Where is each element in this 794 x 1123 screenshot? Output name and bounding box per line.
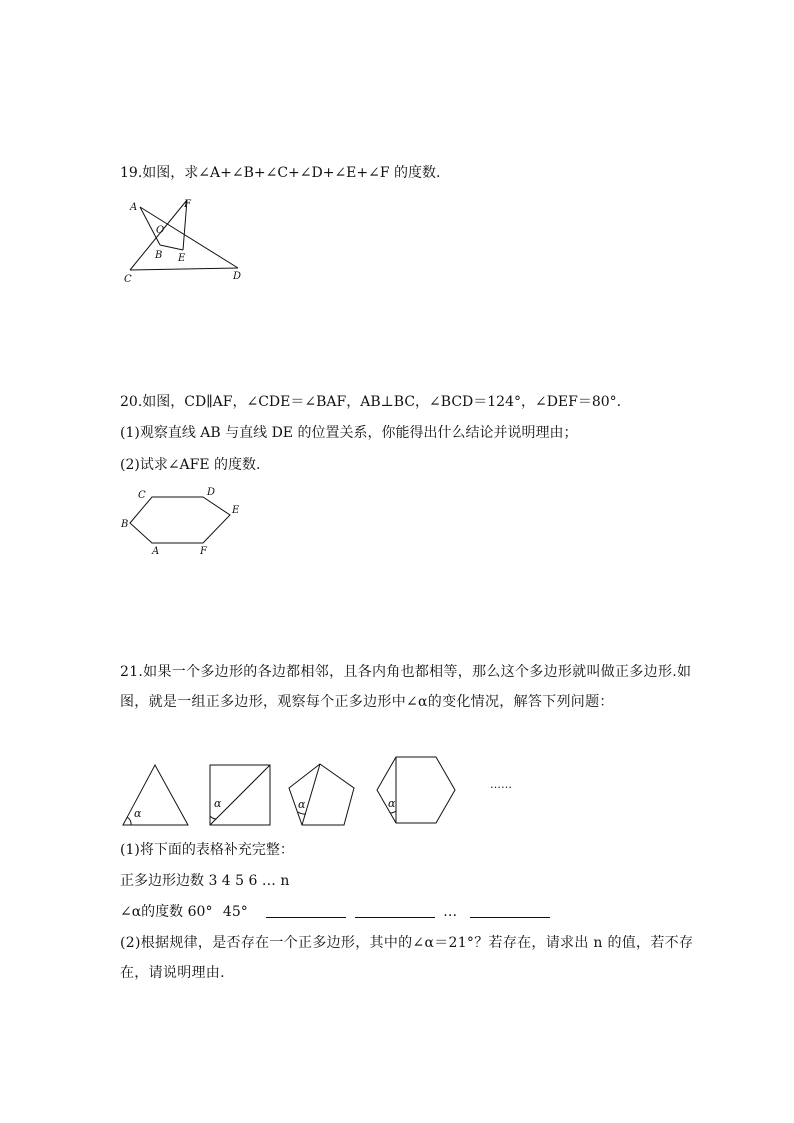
q20-label-c: C [138,490,146,501]
q19-label-d: D [233,271,242,282]
q19-line-cd [130,268,238,270]
q21-pentagon [289,764,354,825]
q19-label-b: B [155,250,163,261]
q20-figure [118,485,248,557]
q19-label-c: C [124,274,132,285]
q19-figure [118,195,253,287]
q21-pentagon-angle-arc [298,812,306,814]
q21-polygons-figure [118,755,528,830]
q20-text: 20.如图，CD∥AF，∠CDE＝∠BAF，AB⊥BC，∠BCD＝124°，∠DEF＝80°. [120,394,622,410]
q20-part2: (2)试求∠AFE 的度数. [120,457,261,473]
q21-part1: (1)将下面的表格补充完整： [120,842,294,858]
q20-label-d: D [207,487,216,498]
q19-label-f: F [184,199,191,210]
q21-row2-ellipsis: … [443,904,458,920]
q21-row2-label: ∠α的度数 60° [120,904,213,920]
q21-hexagon-angle-arc [390,811,396,813]
q20-label-a: A [152,546,160,557]
q20-part1: (1)观察直线 AB 与直线 DE 的位置关系，你能得出什么结论并说明理由； [120,425,578,441]
q21-part2: (2)根据规律，是否存在一个正多边形，其中的∠α＝21°？若存在，请求出 n 的值，若不存在，请说明理由. [120,935,694,981]
q21-row2-val2: 45° [222,904,248,920]
q21-triangle [123,765,188,825]
q21-alpha-square: α [214,797,222,810]
q19-label-o: O [156,225,165,236]
q21-alpha-triangle: α [134,807,142,820]
q20-label-b: B [121,519,129,530]
q20-hexagon [130,497,230,543]
q21-alpha-pentagon: α [298,798,306,811]
q19-text: 19.如图，求∠A+∠B+∠C+∠D+∠E+∠F 的度数. [120,165,441,181]
q21-triangle-angle-arc [127,817,131,825]
q21-pentagon-diagonal [302,764,320,825]
q19-label-e: E [178,253,186,264]
q21-blank-pentagon [266,903,346,918]
q21-text: 21.如果一个多边形的各边都相邻，且各内角也都相等，那么这个多边形就叫做正多边形.如图，就是一组正多边形，观察每个正多边形中∠α的变化情况，解答下列问题： [120,664,692,710]
q21-square-angle-arc [210,816,216,819]
q21-table-row2 [120,902,554,922]
q21-square-diagonal [210,765,270,825]
q21-table-row1: 正多边形边数 3 4 5 6 … n [120,873,290,889]
q21-hexagon [377,757,455,823]
q21-blank-hexagon [355,903,435,918]
q21-alpha-hexagon: α [388,797,396,810]
q21-figure-ellipsis: …… [490,778,512,791]
q19-line-be [160,245,183,250]
q20-label-f: F [200,546,207,557]
q20-label-e: E [232,505,240,516]
q21-blank-n [470,903,550,918]
q19-label-a: A [130,202,138,213]
